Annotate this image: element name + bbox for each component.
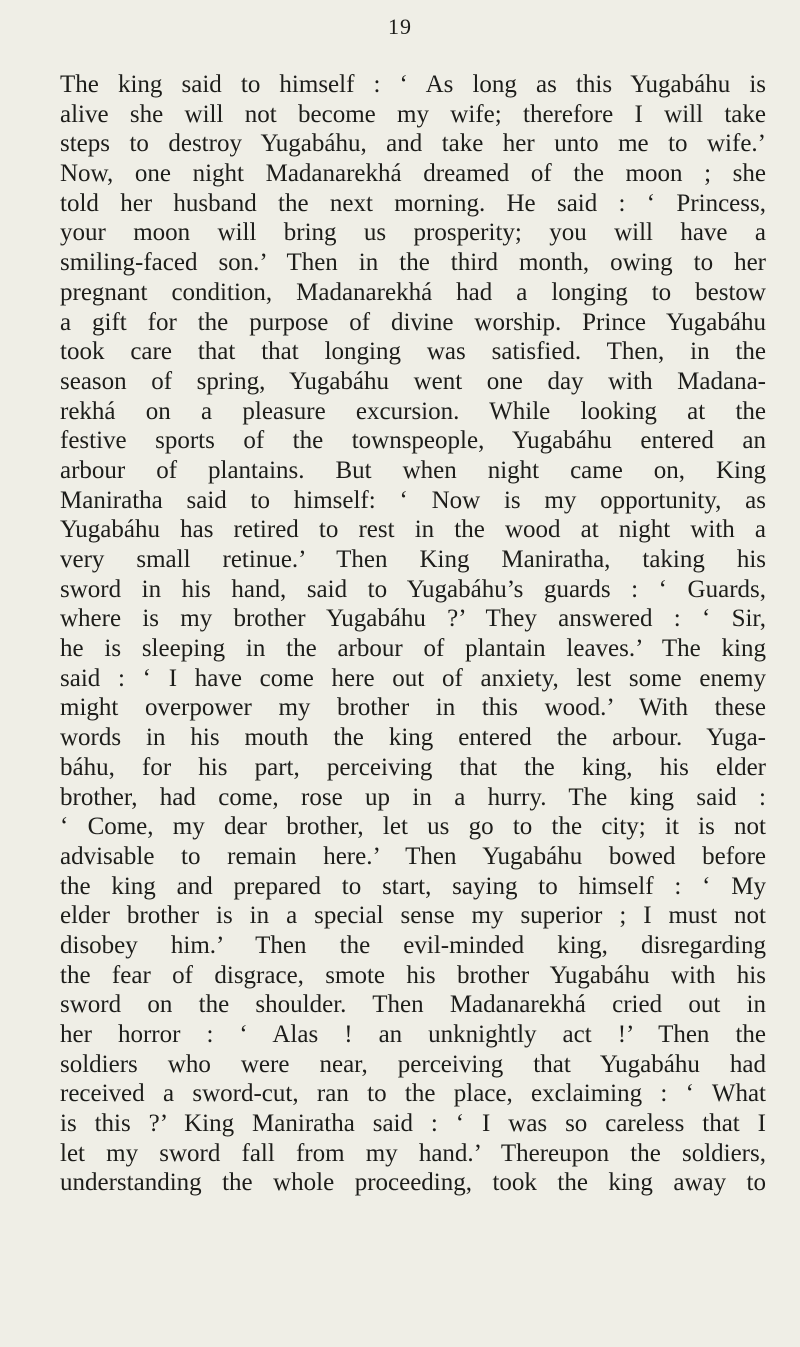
text-line: let my sword fall from my hand.’ Thereupon the soldiers,	[60, 1139, 766, 1167]
text-line: arbour of plantains. But when night came on, King	[60, 456, 766, 484]
text-line: brother, had come, rose up in a hurry. The king said :	[60, 783, 766, 811]
text-line: smiling-faced son.’ Then in the third month, owing to her	[60, 249, 766, 277]
text-line: is this ?’ King Maniratha said : ‘ I was so careless that I	[60, 1110, 766, 1138]
text-line: Maniratha said to himself: ‘ Now is my opportunity, as	[60, 486, 766, 514]
text-line: soldiers who were near, perceiving that Yugabáhu had	[60, 1050, 766, 1078]
text-line: said : ‘ I have come here out of anxiety, lest some enemy	[60, 664, 766, 692]
text-line: disobey him.’ Then the evil-minded king, disregarding	[60, 931, 766, 959]
text-line: words in his mouth the king entered the arbour. Yuga-	[60, 724, 766, 752]
page-number: 19	[388, 14, 412, 39]
text-line: elder brother is in a special sense my superior ; I must not	[60, 902, 766, 930]
text-line: sword in his hand, said to Yugabáhu’s guards : ‘ Guards,	[60, 575, 766, 603]
text-line: ‘ Come, my dear brother, let us go to the city; it is not	[60, 813, 766, 841]
text-line: where is my brother Yugabáhu ?’ They answered : ‘ Sir,	[60, 605, 766, 633]
text-line: the fear of disgrace, smote his brother Yugabáhu with his	[60, 961, 766, 989]
text-line: Yugabáhu has retired to rest in the wood at night with a	[60, 516, 766, 544]
text-line: very small retinue.’ Then King Maniratha, taking his	[60, 546, 766, 573]
body-text	[60, 70, 766, 1198]
text-line: season of spring, Yugabáhu went one day with Madana-	[60, 367, 766, 395]
text-line: advisable to remain here.’ Then Yugabáhu bowed before	[60, 842, 766, 870]
text-line: sword on the shoulder. Then Madanarekhá cried out in	[60, 991, 766, 1019]
text-line: Now, one night Madanarekhá dreamed of the moon ; she	[60, 160, 766, 188]
text-line: your moon will bring us prosperity; you will have a	[60, 219, 766, 247]
text-line: báhu, for his part, perceiving that the king, his elder	[60, 753, 766, 781]
text-line: might overpower my brother in this wood.’ With these	[60, 694, 766, 722]
text-line: received a sword-cut, ran to the place, exclaiming : ‘ What	[60, 1080, 766, 1108]
text-line: understanding the whole proceeding, took the king away to	[60, 1169, 766, 1197]
text-line: pregnant condition, Madanarekhá had a longing to bestow	[60, 278, 766, 306]
text-line: her horror : ‘ Alas ! an unknightly act !’ Then the	[60, 1021, 766, 1048]
text-line: steps to destroy Yugabáhu, and take her unto me to wife.’	[60, 130, 766, 158]
text-line: alive she will not become my wife; therefore I will take	[60, 100, 766, 128]
text-line: rekhá on a pleasure excursion. While looking at the	[60, 397, 766, 425]
text-line: told her husband the next morning. He said : ‘ Princess,	[60, 189, 766, 217]
text-line: he is sleeping in the arbour of plantain leaves.’ The king	[60, 635, 766, 663]
text-line: the king and prepared to start, saying to himself : ‘ My	[60, 872, 766, 900]
text-line: festive sports of the townspeople, Yugabáhu entered an	[60, 427, 766, 455]
text-line: took care that that longing was satisfied. Then, in the	[60, 338, 766, 366]
text-line: The king said to himself : ‘ As long as this Yugabáhu is	[60, 71, 766, 98]
text-line: a gift for the purpose of divine worship. Prince Yugabáhu	[60, 308, 766, 336]
